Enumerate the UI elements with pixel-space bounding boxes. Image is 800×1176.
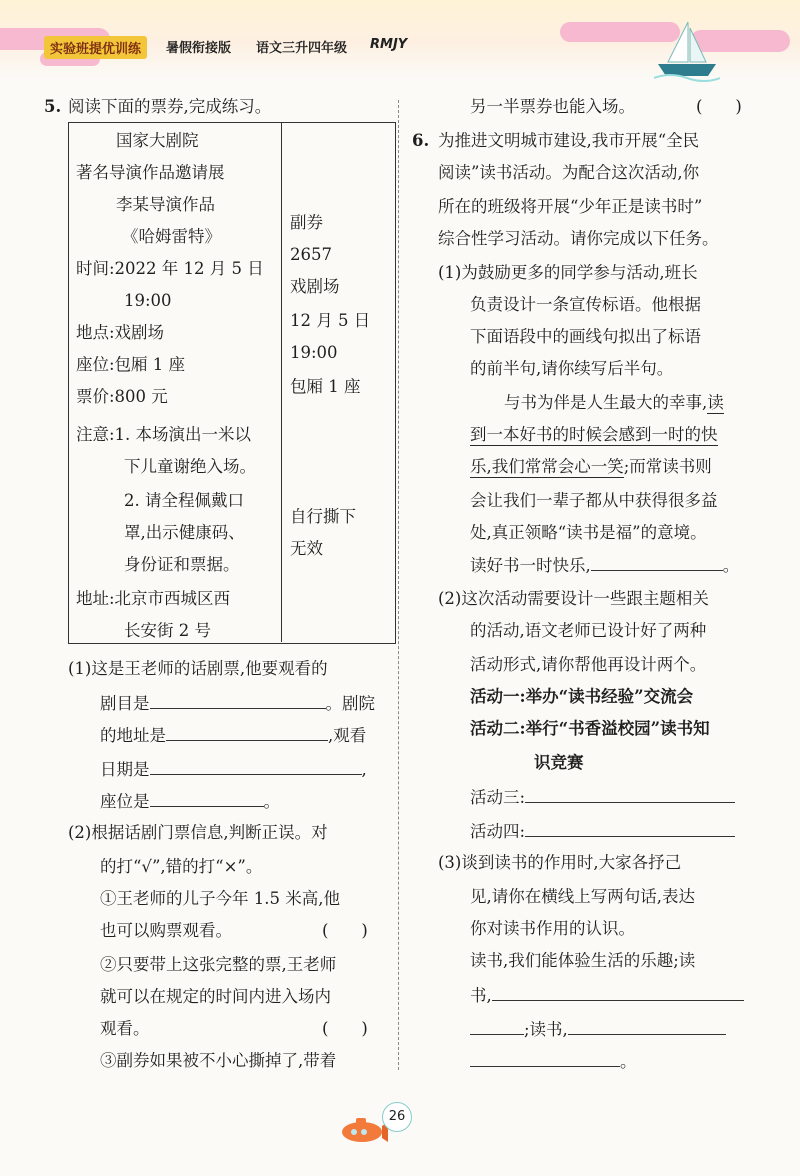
stub-seat: 包厢 1 座 bbox=[290, 377, 361, 396]
q6-p1-line4: 的前半句,请你续写后半句。 bbox=[470, 359, 674, 378]
q5-item2-c: 观看。 bbox=[100, 1019, 150, 1038]
answer-blank-reading-2[interactable] bbox=[470, 1018, 524, 1035]
ticket-address-b: 长安街 2 号 bbox=[124, 621, 211, 640]
passage-line2 bbox=[470, 424, 718, 446]
passage-line1: 与书为伴是人生最大的幸事,读 bbox=[504, 393, 724, 412]
q6-p3-line2: 见,请你在横线上写两句话,表达 bbox=[470, 887, 695, 906]
q6-intro-2: 阅读”读书活动。为配合这次活动,你 bbox=[438, 163, 700, 182]
ticket-note-1: 注意:1. 本场演出一米以 bbox=[76, 425, 252, 444]
q6-p2-line2: 的活动,语文老师已设计好了两种 bbox=[470, 621, 707, 640]
answer-blank-slogan[interactable] bbox=[591, 554, 723, 571]
ticket-stub-divider bbox=[281, 122, 282, 642]
q6-p3-sentence4: 。 bbox=[470, 1050, 637, 1073]
q6-number: 6. bbox=[412, 131, 430, 150]
q6-p1-line2: 负责设计一条宣传标语。他根据 bbox=[470, 295, 701, 314]
ticket-note-2b: 罩,出示健康码、 bbox=[124, 523, 245, 542]
activity-2b: 识竞赛 bbox=[534, 753, 584, 772]
series-title: 实验班提优训练 bbox=[44, 36, 147, 59]
code-label: RMJY bbox=[370, 37, 408, 52]
ticket-time-hour: 19:00 bbox=[124, 291, 172, 310]
answer-blank-date[interactable] bbox=[150, 758, 362, 775]
q6-intro-3: 所在的班级将开展“少年正是读书时” bbox=[438, 197, 703, 216]
q6-p2-line1: (2)这次活动需要设计一些跟主题相关 bbox=[438, 589, 709, 608]
activity-3: 活动三: bbox=[470, 786, 735, 809]
passage-line4: 会让我们一辈子都从中获得很多益 bbox=[470, 491, 718, 510]
q5-item2-a: ②只要带上这张完整的票,王老师 bbox=[100, 955, 337, 974]
subject-label: 语文三升四年级 bbox=[256, 41, 348, 56]
q5-item3-a: ③副券如果被不小心撕掉了,带着 bbox=[100, 1051, 337, 1070]
ticket-note-2c: 身份证和票据。 bbox=[124, 555, 240, 574]
q5-item2-b: 就可以在规定的时间内进入场内 bbox=[100, 987, 331, 1006]
ticket-event: 著名导演作品邀请展 bbox=[76, 163, 225, 182]
answer-blank-reading-3[interactable] bbox=[568, 1018, 726, 1035]
q6-p1-line3: 下面语段中的画线句拟出了标语 bbox=[470, 327, 701, 346]
stub-notice: 自行撕下 bbox=[290, 507, 356, 526]
q6-p3-sentence1: 读书,我们能体验生活的乐趣;读 bbox=[470, 951, 696, 970]
answer-blank-reading-1[interactable] bbox=[492, 984, 744, 1001]
q5-item3-b: 另一半票券也能入场。 bbox=[470, 97, 635, 116]
passage-line3: 乐,我们常常会心一笑;而常读书则 bbox=[470, 457, 712, 476]
q6-p3-line1: (3)谈到读书的作用时,大家各抒己 bbox=[438, 853, 682, 872]
column-divider bbox=[398, 100, 399, 1070]
q5-number: 5. bbox=[44, 97, 62, 116]
edition-label: 暑假衔接版 bbox=[166, 41, 232, 56]
ticket-place: 地点:戏剧场 bbox=[76, 323, 165, 342]
answer-blank-seat[interactable] bbox=[150, 790, 264, 807]
ticket-price: 票价:800 元 bbox=[76, 387, 168, 406]
sailboat-icon bbox=[654, 18, 720, 82]
q6-p3-sentence2: 书, bbox=[470, 984, 744, 1007]
q6-intro-1: 为推进文明城市建设,我市开展“全民 bbox=[438, 131, 700, 150]
underlined-sentence: 乐,我们常常会心一笑 bbox=[470, 457, 624, 476]
q6-intro-4: 综合性学习活动。请你完成以下任务。 bbox=[438, 229, 719, 248]
ticket-address: 地址:北京市西城区西 bbox=[76, 589, 231, 608]
answer-paren-2[interactable]: ( ) bbox=[322, 1019, 368, 1038]
answer-paren-3[interactable]: ( ) bbox=[696, 97, 742, 116]
q5-p1-line4: 日期是 , bbox=[100, 760, 367, 779]
ticket-note-1b: 下儿童谢绝入场。 bbox=[124, 457, 256, 476]
stub-number: 2657 bbox=[290, 245, 332, 264]
q5-item1-b: 也可以购票观看。 bbox=[100, 921, 232, 940]
answer-blank-activity3[interactable] bbox=[525, 786, 735, 803]
ticket-venue: 国家大剧院 bbox=[116, 131, 199, 150]
stub-time: 19:00 bbox=[290, 343, 338, 362]
activity-2: 活动二:举行“书香溢校园”读书知 bbox=[470, 719, 710, 738]
q6-p1-line1: (1)为鼓励更多的同学参与活动,班长 bbox=[438, 263, 698, 282]
passage-line5: 处,真正领略“读书是福”的意境。 bbox=[470, 523, 707, 542]
ticket-seat: 座位:包厢 1 座 bbox=[76, 355, 186, 374]
stub-label: 副券 bbox=[290, 213, 323, 232]
underlined-sentence: 到一本好书的时候会感到一时的快 bbox=[470, 425, 718, 444]
activity-1: 活动一:举办“读书经验”交流会 bbox=[470, 687, 694, 706]
answer-blank-address[interactable] bbox=[166, 724, 328, 741]
q6-p3-sentence3: ;读书, bbox=[470, 1018, 726, 1041]
answer-blank-activity4[interactable] bbox=[525, 820, 735, 837]
ticket-work: 李某导演作品 bbox=[116, 195, 215, 214]
q6-p3-line3: 你对读书作用的认识。 bbox=[470, 919, 635, 938]
q5-p1-line1: (1)这是王老师的话剧票,他要观看的 bbox=[68, 659, 328, 678]
page-number: 26 bbox=[382, 1102, 412, 1132]
activity-4: 活动四: bbox=[470, 820, 735, 843]
stub-notice-b: 无效 bbox=[290, 539, 323, 558]
ticket-note-2: 2. 请全程佩戴口 bbox=[124, 491, 244, 510]
answer-paren-1[interactable]: ( ) bbox=[322, 921, 368, 940]
ticket-play-title: 《哈姆雷特》 bbox=[122, 227, 221, 246]
slogan-line: 读好书一时快乐, 。 bbox=[470, 556, 740, 575]
q5-p1-line3: 的地址是 ,观看 bbox=[100, 726, 367, 745]
q5-p1-line5: 座位是 。 bbox=[100, 792, 280, 811]
q5-p1-line2: 剧目是 。剧院 bbox=[100, 694, 375, 713]
q5-p2-line1: (2)根据话剧门票信息,判断正误。对 bbox=[68, 823, 328, 842]
q5-item1-a: ①王老师的儿子今年 1.5 米高,他 bbox=[100, 889, 340, 908]
stub-date: 12 月 5 日 bbox=[290, 311, 371, 330]
page-header bbox=[0, 0, 800, 78]
q6-p2-line3: 活动形式,请你帮他再设计两个。 bbox=[470, 655, 707, 674]
q5-prompt: 阅读下面的票券,完成练习。 bbox=[68, 97, 272, 116]
ticket-time: 时间:2022 年 12 月 5 日 bbox=[76, 259, 264, 278]
stub-place: 戏剧场 bbox=[290, 277, 340, 296]
q5-p2-line2: 的打“√”,错的打“×”。 bbox=[100, 857, 263, 876]
underlined-sentence: 读 bbox=[707, 393, 724, 412]
submarine-icon bbox=[338, 1110, 388, 1146]
answer-blank-reading-4[interactable] bbox=[470, 1050, 620, 1067]
answer-blank-play[interactable] bbox=[150, 692, 326, 709]
